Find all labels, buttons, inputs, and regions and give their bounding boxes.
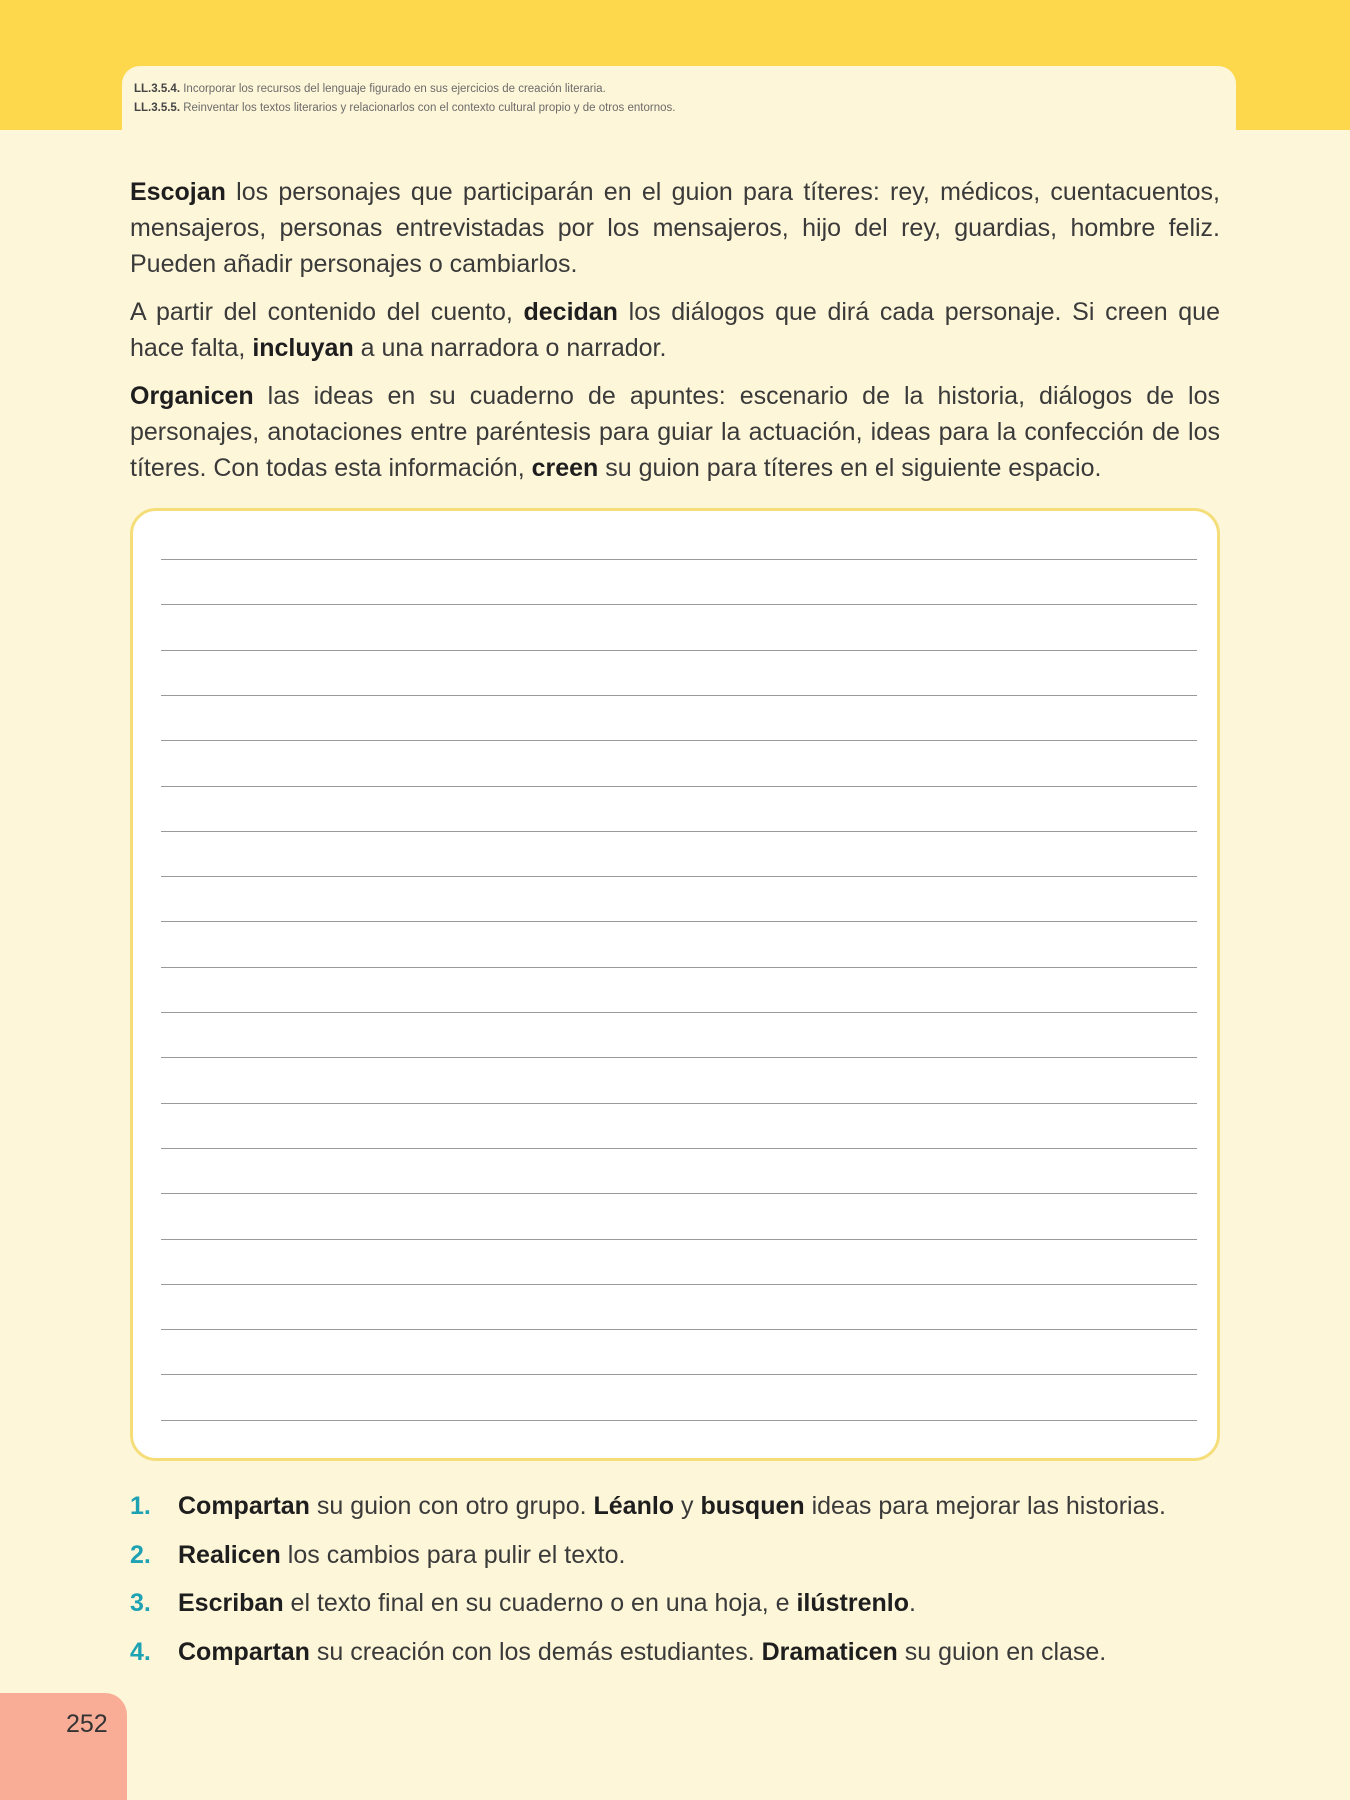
text-run: los cambios para pulir el texto.	[280, 1540, 626, 1569]
text-run: su guion para títeres en el siguiente espacio.	[598, 454, 1102, 482]
writing-line	[161, 1012, 1197, 1013]
writing-line	[161, 921, 1197, 922]
list-item	[130, 1488, 1230, 1524]
skill-line	[134, 80, 1236, 99]
list-item	[130, 1634, 1230, 1670]
text-run: las ideas en su cuaderno de apuntes: escenario de la historia, diálogos de los personajes, anotaciones entre paréntesis para guiar la actuación, ideas para la confección de los títeres. Con todas esta información,	[130, 382, 1220, 482]
writing-line	[161, 831, 1197, 832]
writing-line	[161, 650, 1197, 651]
skill-code: LL.3.5.4.	[134, 83, 181, 95]
skill-text: Incorporar los recursos del lenguaje figurado en sus ejercicios de creación literaria.	[183, 83, 606, 95]
instruction-paragraph-2	[130, 294, 1220, 366]
instruction-paragraph-3	[130, 378, 1220, 486]
page-tab	[0, 1693, 127, 1800]
skill-code: LL.3.5.5.	[134, 102, 181, 114]
step-number: 1.	[130, 1492, 151, 1520]
text-run: su creación con los demás estudiantes.	[309, 1637, 762, 1666]
bold-verb: Realicen	[178, 1540, 281, 1569]
step-text	[178, 1537, 625, 1573]
writing-line	[161, 1239, 1197, 1240]
bold-verb: decidan	[523, 298, 618, 326]
text-run: y	[674, 1492, 701, 1520]
bold-verb: Escriban	[178, 1589, 284, 1617]
text-run: los personajes que participarán en el guion para títeres: rey, médicos, cuentacuentos, mensajeros, personas entrevistadas por los mensajeros, hijo del rey, guardias, hombre feliz. Pueden añadir personajes o cambiarlos.	[130, 178, 1220, 278]
bold-verb: busquen	[700, 1492, 805, 1520]
writing-line	[161, 740, 1197, 741]
list-item	[130, 1585, 1230, 1621]
bold-verb: ilústrenlo	[796, 1589, 909, 1617]
text-run: a una narradora o narrador.	[353, 334, 667, 362]
bold-verb: creen	[531, 454, 599, 482]
writing-line	[161, 1103, 1197, 1104]
text-run: el texto final en su cuaderno o en una hoja, e	[283, 1589, 797, 1617]
steps-list	[130, 1488, 1230, 1682]
instructions	[130, 174, 1220, 498]
writing-line	[161, 1329, 1197, 1330]
step-text	[178, 1634, 1106, 1670]
writing-line	[161, 786, 1197, 787]
bold-verb: Organicen	[130, 382, 254, 410]
bold-verb: Léanlo	[593, 1492, 675, 1520]
step-text	[178, 1585, 916, 1621]
text-run: ideas para mejorar las historias.	[804, 1492, 1166, 1520]
instruction-paragraph-1	[130, 174, 1220, 282]
text-run: A partir del contenido del cuento,	[130, 298, 524, 326]
step-text	[178, 1488, 1166, 1524]
skill-text: Reinventar los textos literarios y relacionarlos con el contexto cultural propio y de otros entornos.	[183, 102, 676, 114]
page-number: 252	[66, 1710, 108, 1738]
text-run: su guion en clase.	[897, 1637, 1107, 1666]
writing-line	[161, 1057, 1197, 1058]
text-run: .	[909, 1589, 916, 1617]
writing-line	[161, 604, 1197, 605]
writing-line	[161, 1148, 1197, 1149]
writing-line	[161, 1284, 1197, 1285]
writing-line	[161, 967, 1197, 968]
step-number: 2.	[130, 1540, 151, 1569]
skills-box	[122, 66, 1236, 130]
text-run: los diálogos que dirá cada personaje. Si creen que hace falta,	[130, 298, 1220, 362]
bold-verb: Escojan	[130, 178, 226, 206]
writing-line	[161, 695, 1197, 696]
bold-verb: incluyan	[252, 334, 354, 362]
list-item	[130, 1537, 1230, 1573]
writing-line	[161, 559, 1197, 560]
text-run: su guion con otro grupo.	[309, 1492, 594, 1520]
writing-area[interactable]	[130, 508, 1220, 1461]
bold-verb: Compartan	[178, 1492, 310, 1520]
bold-verb: Compartan	[178, 1637, 310, 1666]
bold-verb: Dramaticen	[761, 1637, 898, 1666]
writing-line	[161, 1420, 1197, 1421]
writing-line	[161, 876, 1197, 877]
writing-line	[161, 1374, 1197, 1375]
step-number: 4.	[130, 1637, 151, 1666]
step-number: 3.	[130, 1589, 151, 1617]
writing-line	[161, 1193, 1197, 1194]
skill-line	[134, 99, 1236, 118]
